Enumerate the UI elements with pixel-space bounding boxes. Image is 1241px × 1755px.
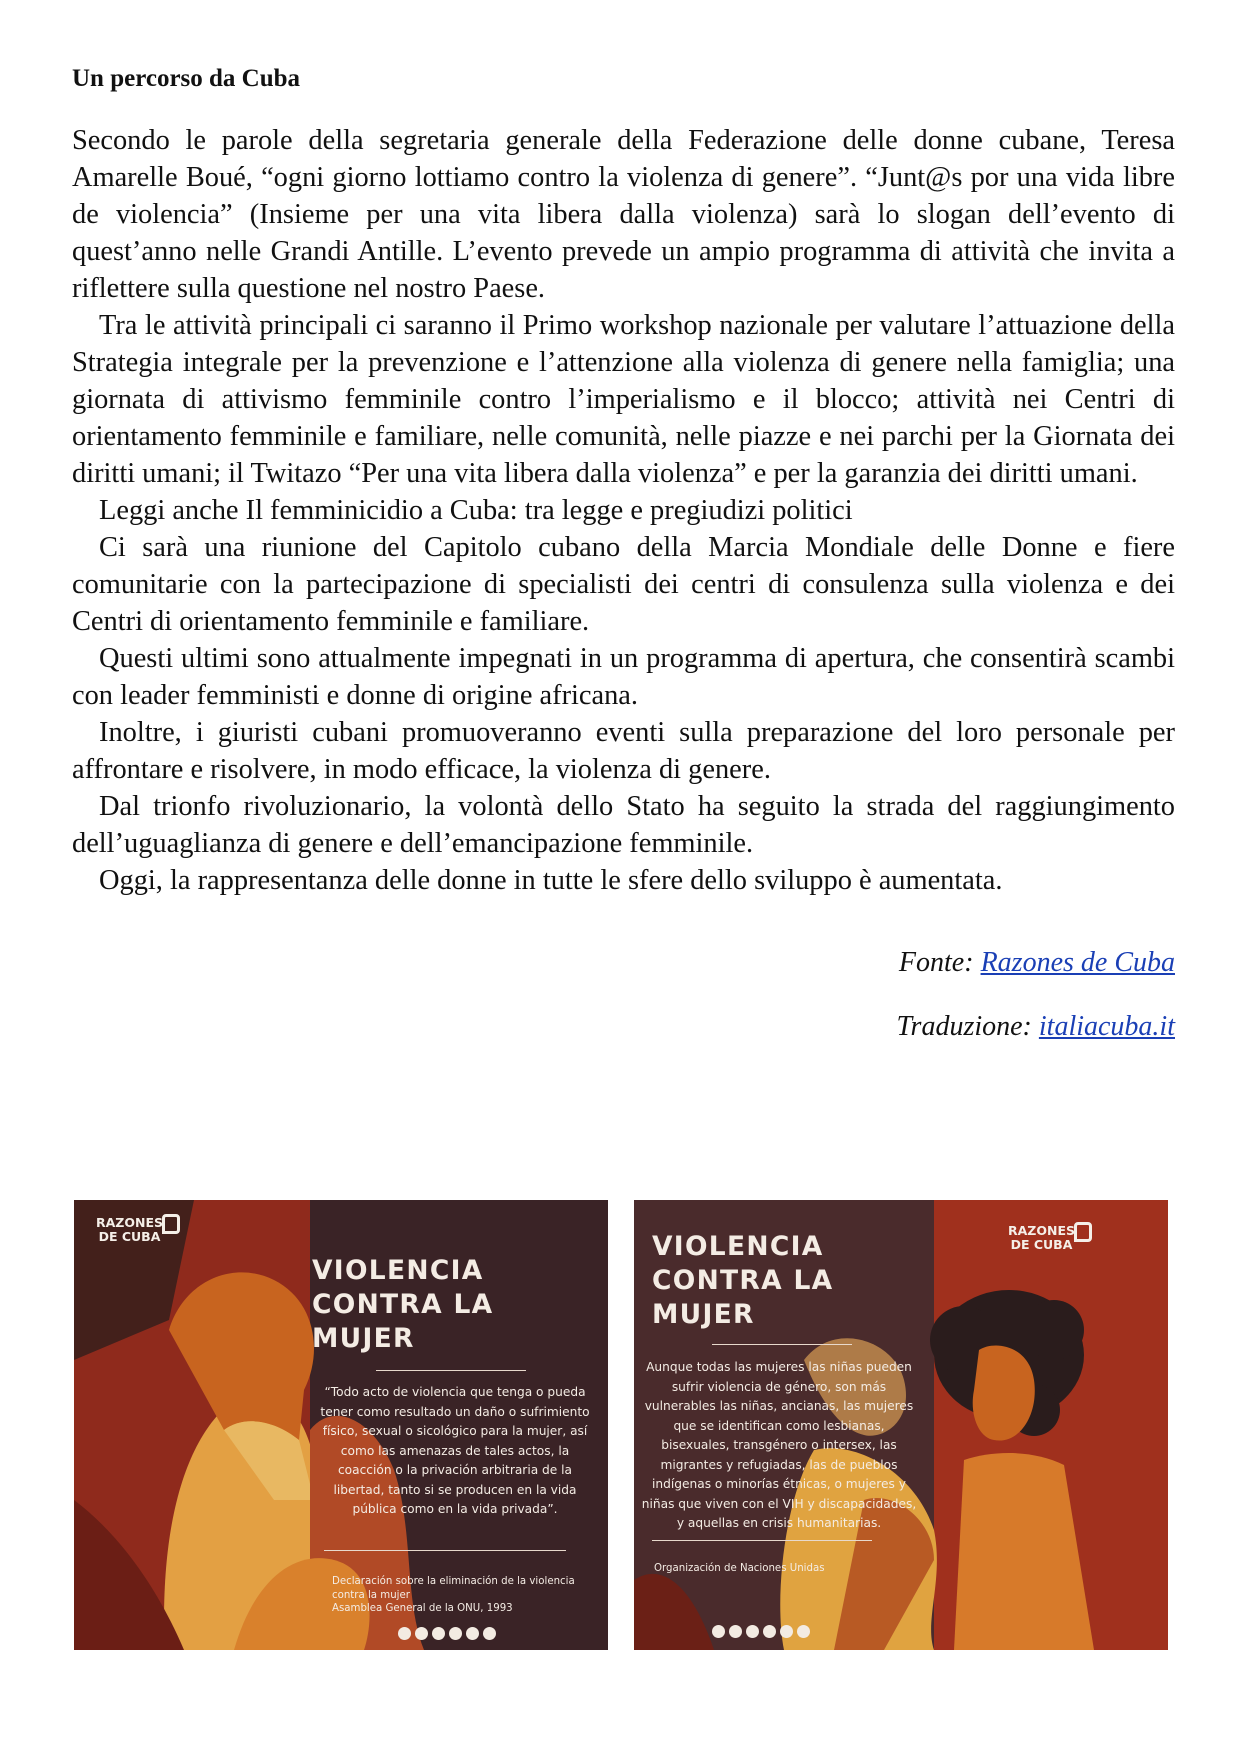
title-line: VIOLENCIA: [312, 1255, 484, 1286]
title-line: CONTRA LA: [652, 1265, 834, 1296]
article-heading: Un percorso da Cuba: [72, 65, 301, 92]
paragraph: Dal trionfo rivoluzionario, la volontà dello Stato ha seguito la strada del raggiungimento dell’uguaglianza di genere e dell’emancipazione femminile.: [72, 791, 1175, 859]
source-line: contra la mujer: [332, 1589, 410, 1601]
instagram-icon: [780, 1625, 793, 1638]
title-line: MUJER: [652, 1299, 755, 1330]
poster-left-quote: [310, 1383, 600, 1520]
paragraph: Oggi, la rappresentanza delle donne in tutte le sfere dello sviluppo è aumentata.: [99, 865, 1003, 896]
social-icons: [712, 1625, 810, 1638]
body-line: migrantes y refugiadas, las de pueblos: [660, 1457, 898, 1472]
translation-line: [72, 1009, 1175, 1045]
poster-left: [74, 1200, 608, 1650]
divider: [324, 1550, 566, 1551]
twitter-icon: [712, 1625, 725, 1638]
body-line: bisexuales, transgénero o intersex, las: [661, 1438, 897, 1452]
poster-right-title: [652, 1230, 833, 1332]
telegram-icon: [763, 1625, 776, 1638]
body-line: niñas que viven con el VIH y discapacidades,: [641, 1496, 917, 1511]
divider: [376, 1370, 526, 1371]
body-line: sufrir violencia de género, son más: [671, 1379, 887, 1394]
quote-line: libertad, tanto si se producen en la vida: [333, 1482, 577, 1497]
paragraph: Leggi anche Il femminicidio a Cuba: tra legge e pregiudizi politici: [99, 495, 853, 526]
paragraph: Tra le attività principali ci saranno il Primo workshop nazionale per valutare l’attuazione della Strategia integrale per la prevenzione e l’attenzione alla violenza di genere nella famiglia; una giornata di attivismo femminile contro l’imperialismo e il blocco; attività nei Centri di orientamento femminile e familiare, nelle comunità, nelle piazze e nei parchi per la Giornata dei diritti umani; il Twitazo “Per una vita libera dalla violenza” e per la garanzia dei diritti umani.: [72, 310, 1175, 489]
title-line: CONTRA LA: [312, 1289, 494, 1320]
quote-line: “Todo acto de violencia que tenga o pueda: [324, 1385, 586, 1399]
poster-left-source: [332, 1575, 575, 1616]
quote-line: tener como resultado un daño o sufrimiento: [320, 1404, 590, 1419]
facebook-icon: [729, 1625, 742, 1638]
translation-link[interactable]: italiacuba.it: [1038, 1011, 1175, 1042]
title-line: MUJER: [312, 1323, 415, 1354]
poster-left-title: [312, 1254, 493, 1356]
facebook-icon: [415, 1627, 428, 1640]
divider: [652, 1540, 872, 1541]
youtube-icon: [432, 1627, 445, 1640]
paragraph: Ci sarà una riunione del Capitolo cubano della Marcia Mondiale delle Donne e fiere comunitarie con la partecipazione di specialisti dei centri di consulenza sulla violenza e dei Centri di orientamento femminile e familiare.: [72, 532, 1175, 637]
instagram-icon: [466, 1627, 479, 1640]
logo-text-line2: DE CUBA: [98, 1229, 161, 1244]
paragraph: Questi ultimi sono attualmente impegnati in un programma di apertura, che consentirà scambi con leader femministi e donne di origine africana.: [72, 643, 1175, 711]
body-line: Aunque todas las mujeres las niñas pueden: [646, 1360, 912, 1374]
body-line: indígenas o minorías étnicas, o mujeres y: [652, 1477, 906, 1491]
quote-line: como las amenazas de tales actos, la: [340, 1443, 570, 1458]
article-body: [72, 122, 1175, 899]
twitter-icon: [398, 1627, 411, 1640]
source-link[interactable]: Razones de Cuba: [980, 947, 1175, 978]
source-line: [72, 945, 1175, 981]
poster-right-source: Organización de Naciones Unidas: [654, 1563, 825, 1574]
logo-text-line2: DE CUBA: [1010, 1237, 1073, 1252]
razones-logo: [96, 1216, 163, 1244]
body-line: que se identifican como lesbianas,: [673, 1418, 885, 1433]
quote-line: coacción o la privación arbitraria de la: [337, 1463, 573, 1477]
title-line: VIOLENCIA: [652, 1231, 824, 1262]
telegram-icon: [449, 1627, 462, 1640]
source-line: Asamblea General de la ONU, 1993: [332, 1603, 513, 1614]
info-icon: [797, 1625, 810, 1638]
logo-text-line1: RAZONES: [96, 1215, 163, 1230]
poster-right-body: [634, 1358, 924, 1534]
body-line: vulnerables las niñas, ancianas, las mujeres: [644, 1399, 914, 1413]
quote-line: físico, sexual o sicológico para la mujer, así: [322, 1424, 588, 1438]
source-label: Fonte:: [898, 947, 974, 978]
paragraph: Inoltre, i giuristi cubani promuoveranno eventi sulla preparazione del loro personale per affrontare e risolvere, in modo efficace, la violenza di genere.: [72, 717, 1175, 785]
razones-logo-icon: [162, 1214, 180, 1234]
body-line: y aquellas en crisis humanitarias.: [676, 1516, 882, 1530]
paragraph: Secondo le parole della segretaria generale della Federazione delle donne cubane, Teresa Amarelle Boué, “ogni giorno lottiamo contro la violenza di genere”. “Junt@s por una vida libre de violencia” (Insieme per una vita libera dalla violenza) sarà lo slogan dell’evento di quest’anno nelle Grandi Antille. L’evento prevede un ampio programma di attività che invita a riflettere sulla questione nel nostro Paese.: [72, 125, 1175, 304]
article: [72, 62, 1175, 1045]
info-icon: [483, 1627, 496, 1640]
social-icons: [398, 1627, 496, 1640]
poster-right: [634, 1200, 1168, 1650]
youtube-icon: [746, 1625, 759, 1638]
quote-line: pública como en la vida privada”.: [352, 1502, 558, 1516]
divider: [712, 1344, 852, 1345]
source-line: Declaración sobre la eliminación de la violencia: [332, 1576, 575, 1587]
razones-logo: [1008, 1224, 1075, 1252]
razones-logo-icon: [1074, 1222, 1092, 1242]
logo-text-line1: RAZONES: [1008, 1223, 1075, 1238]
translation-label: Traduzione:: [896, 1011, 1032, 1042]
